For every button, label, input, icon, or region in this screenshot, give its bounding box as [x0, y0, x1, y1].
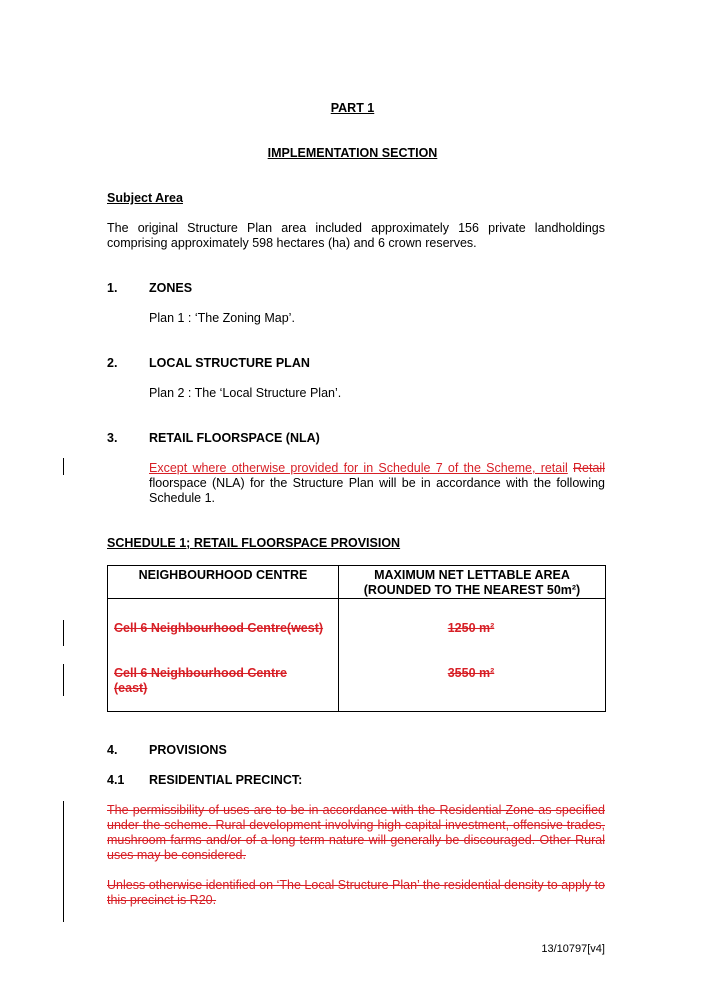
section-3-body [149, 461, 605, 506]
subsection-number: 4.1 [107, 773, 125, 787]
section-1-title: ZONES [149, 281, 193, 295]
body-text: floorspace (NLA) for the Structure Plan will be in accordance with the following Schedule 1. [149, 476, 605, 505]
section-heading: IMPLEMENTATION SECTION [267, 146, 438, 160]
change-bar [63, 620, 64, 646]
deleted-text: Retail [573, 461, 605, 475]
section-2-body: Plan 2 : The ‘Local Structure Plan’. [149, 386, 342, 400]
change-bar [63, 458, 64, 475]
section-1-body: Plan 1 : ‘The Zoning Map’. [149, 311, 295, 325]
table-row-centre: Cell 6 Neighbourhood Centre(west) [114, 621, 324, 635]
table-row-area: 1250 m² [447, 621, 495, 635]
change-bar [63, 664, 64, 696]
section-2-number: 2. [107, 356, 118, 370]
document-reference: 13/10797[v4] [541, 943, 605, 955]
subsection-title: RESIDENTIAL PRECINCT: [149, 773, 303, 787]
col-header-area [339, 566, 606, 599]
deleted-paragraph-2: Unless otherwise identified on ‘The Local Structure Plan’ the residential density to apply to this precinct is R20. [107, 878, 605, 907]
deleted-paragraph-1: The permissibility of uses are to be in accordance with the Residential Zone as specified under the scheme. Rural development involving high capital investment, offensive trades, mushroom farms and/or of a long-term nature will generally be discouraged. Other Rural uses may be considered. [107, 803, 605, 862]
section-4-number: 4. [107, 743, 118, 757]
area-cell [339, 599, 606, 712]
section-3-title: RETAIL FLOORSPACE (NLA) [149, 431, 320, 445]
change-bar [63, 801, 64, 922]
table-header-row [108, 566, 606, 599]
table-row-centre: Cell 6 Neighbourhood Centre (east) [114, 666, 287, 695]
subject-area-heading: Subject Area [107, 191, 183, 205]
table-row-area: 3550 m² [447, 666, 495, 680]
section-1-number: 1. [107, 281, 118, 295]
col-header-area-line2: (ROUNDED TO THE NEAREST 50m²) [363, 583, 581, 597]
section-2-title: LOCAL STRUCTURE PLAN [149, 356, 310, 370]
part-heading: PART 1 [330, 101, 375, 115]
col-header-centre: NEIGHBOURHOOD CENTRE [108, 566, 339, 599]
inserted-text: Except where otherwise provided for in Schedule 7 of the Scheme, retail [149, 461, 568, 475]
schedule-heading: SCHEDULE 1; RETAIL FLOORSPACE PROVISION [107, 536, 401, 550]
subject-area-text: The original Structure Plan area included approximately 156 private landholdings comprising approximately 598 hectares (ha) and 6 crown reserves. [107, 221, 605, 250]
section-4-title: PROVISIONS [149, 743, 227, 757]
col-header-area-line1: MAXIMUM NET LETTABLE AREA [374, 568, 570, 582]
section-3-number: 3. [107, 431, 118, 445]
